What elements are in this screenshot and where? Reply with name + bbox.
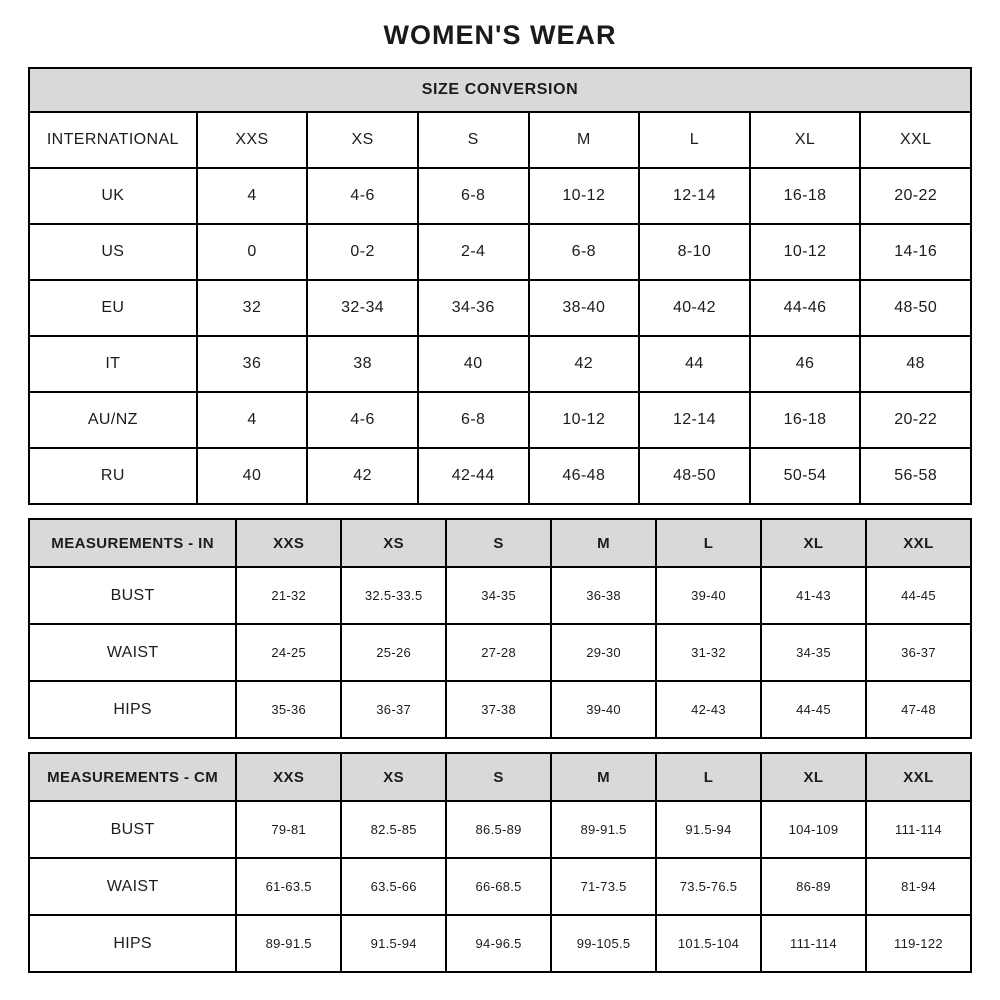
page-title: WOMEN'S WEAR bbox=[383, 20, 617, 50]
size-column-header: M bbox=[551, 753, 656, 801]
table-cell: 24-25 bbox=[236, 624, 341, 681]
table-cell: 4 bbox=[197, 392, 308, 448]
table-cell: 79-81 bbox=[236, 801, 341, 858]
table-cell: 0 bbox=[197, 224, 308, 280]
table-cell: 39-40 bbox=[656, 567, 761, 624]
table-cell: 37-38 bbox=[446, 681, 551, 738]
table-cell: 44 bbox=[639, 336, 750, 392]
table-cell: 91.5-94 bbox=[341, 915, 446, 972]
table-cell: 48-50 bbox=[860, 280, 971, 336]
row-label: EU bbox=[29, 280, 197, 336]
size-column-header: S bbox=[446, 753, 551, 801]
size-column-header: M bbox=[529, 112, 640, 168]
table-cell: 71-73.5 bbox=[551, 858, 656, 915]
table-cell: 38-40 bbox=[529, 280, 640, 336]
table-cell: 101.5-104 bbox=[656, 915, 761, 972]
table-cell: 21-32 bbox=[236, 567, 341, 624]
table-cell: 36-37 bbox=[866, 624, 971, 681]
table-cell: 2-4 bbox=[418, 224, 529, 280]
size-column-header: XL bbox=[750, 112, 861, 168]
size-column-header: XL bbox=[761, 753, 866, 801]
table-cell: 10-12 bbox=[529, 392, 640, 448]
table-cell: 40-42 bbox=[639, 280, 750, 336]
table-cell: 111-114 bbox=[866, 801, 971, 858]
table-row bbox=[29, 448, 971, 504]
table-cell: 29-30 bbox=[551, 624, 656, 681]
table-cell: 4-6 bbox=[307, 392, 418, 448]
table-cell: 81-94 bbox=[866, 858, 971, 915]
table-cell: 36-38 bbox=[551, 567, 656, 624]
table-cell: 12-14 bbox=[639, 392, 750, 448]
table-cell: 6-8 bbox=[529, 224, 640, 280]
table-cell: 10-12 bbox=[529, 168, 640, 224]
size-column-header: XXS bbox=[236, 753, 341, 801]
table-cell: 66-68.5 bbox=[446, 858, 551, 915]
table-cell: 56-58 bbox=[860, 448, 971, 504]
table-cell: 6-8 bbox=[418, 168, 529, 224]
table-cell: 34-35 bbox=[446, 567, 551, 624]
size-column-header: XS bbox=[341, 753, 446, 801]
table-cell: 48-50 bbox=[639, 448, 750, 504]
table-row bbox=[29, 567, 971, 624]
size-column-header: XXL bbox=[860, 112, 971, 168]
table-cell: 36-37 bbox=[341, 681, 446, 738]
table-cell: 39-40 bbox=[551, 681, 656, 738]
table-cell: 20-22 bbox=[860, 392, 971, 448]
table-row bbox=[29, 801, 971, 858]
table-cell: 27-28 bbox=[446, 624, 551, 681]
table-label-header: MEASUREMENTS - CM bbox=[29, 753, 236, 801]
table-cell: 44-45 bbox=[761, 681, 866, 738]
table-header-row bbox=[29, 519, 971, 567]
size-column-header: M bbox=[551, 519, 656, 567]
table-cell: 41-43 bbox=[761, 567, 866, 624]
size-column-header: L bbox=[639, 112, 750, 168]
table-row bbox=[29, 280, 971, 336]
table-row bbox=[29, 915, 971, 972]
table-cell: 20-22 bbox=[860, 168, 971, 224]
table-cell: 104-109 bbox=[761, 801, 866, 858]
table-cell: 42-43 bbox=[656, 681, 761, 738]
row-label: AU/NZ bbox=[29, 392, 197, 448]
row-label: BUST bbox=[29, 801, 236, 858]
table-cell: 8-10 bbox=[639, 224, 750, 280]
table-cell: 16-18 bbox=[750, 392, 861, 448]
table-row bbox=[29, 858, 971, 915]
table-header-row bbox=[29, 112, 971, 168]
size-column-header: XXL bbox=[866, 753, 971, 801]
table-cell: 32 bbox=[197, 280, 308, 336]
measurements-in-table bbox=[28, 518, 972, 739]
size-column-header: S bbox=[418, 112, 529, 168]
table-cell: 32-34 bbox=[307, 280, 418, 336]
row-label: RU bbox=[29, 448, 197, 504]
table-cell: 14-16 bbox=[860, 224, 971, 280]
table-cell: 50-54 bbox=[750, 448, 861, 504]
table-cell: 91.5-94 bbox=[656, 801, 761, 858]
table-header-row bbox=[29, 753, 971, 801]
table-row bbox=[29, 392, 971, 448]
table-cell: 31-32 bbox=[656, 624, 761, 681]
row-label: WAIST bbox=[29, 858, 236, 915]
table-cell: 99-105.5 bbox=[551, 915, 656, 972]
table-cell: 16-18 bbox=[750, 168, 861, 224]
measurements-cm-table bbox=[28, 752, 972, 973]
table-cell: 34-35 bbox=[761, 624, 866, 681]
table-cell: 0-2 bbox=[307, 224, 418, 280]
table-cell: 6-8 bbox=[418, 392, 529, 448]
size-column-header: XS bbox=[341, 519, 446, 567]
table-cell: 111-114 bbox=[761, 915, 866, 972]
size-column-header: L bbox=[656, 753, 761, 801]
size-column-header: L bbox=[656, 519, 761, 567]
size-column-header: S bbox=[446, 519, 551, 567]
table-cell: 44-45 bbox=[866, 567, 971, 624]
size-conversion-table bbox=[28, 67, 972, 505]
table-label-header: MEASUREMENTS - IN bbox=[29, 519, 236, 567]
table-cell: 86-89 bbox=[761, 858, 866, 915]
size-conversion-title: SIZE CONVERSION bbox=[29, 68, 971, 112]
table-cell: 10-12 bbox=[750, 224, 861, 280]
row-label: HIPS bbox=[29, 681, 236, 738]
size-column-header: XL bbox=[761, 519, 866, 567]
table-caption-row bbox=[29, 68, 971, 112]
size-column-header: XS bbox=[307, 112, 418, 168]
table-cell: 44-46 bbox=[750, 280, 861, 336]
row-label: UK bbox=[29, 168, 197, 224]
table-cell: 119-122 bbox=[866, 915, 971, 972]
table-cell: 89-91.5 bbox=[236, 915, 341, 972]
row-label: HIPS bbox=[29, 915, 236, 972]
table-cell: 47-48 bbox=[866, 681, 971, 738]
table-cell: 82.5-85 bbox=[341, 801, 446, 858]
table-row bbox=[29, 336, 971, 392]
table-cell: 12-14 bbox=[639, 168, 750, 224]
table-cell: 32.5-33.5 bbox=[341, 567, 446, 624]
row-label: BUST bbox=[29, 567, 236, 624]
table-cell: 40 bbox=[418, 336, 529, 392]
table-cell: 86.5-89 bbox=[446, 801, 551, 858]
table-cell: 42-44 bbox=[418, 448, 529, 504]
row-label: WAIST bbox=[29, 624, 236, 681]
size-column-header: XXL bbox=[866, 519, 971, 567]
table-row bbox=[29, 681, 971, 738]
table-row bbox=[29, 624, 971, 681]
table-cell: 61-63.5 bbox=[236, 858, 341, 915]
table-cell: 89-91.5 bbox=[551, 801, 656, 858]
table-cell: 63.5-66 bbox=[341, 858, 446, 915]
table-cell: 4-6 bbox=[307, 168, 418, 224]
table-label-header: INTERNATIONAL bbox=[29, 112, 197, 168]
table-cell: 25-26 bbox=[341, 624, 446, 681]
table-cell: 94-96.5 bbox=[446, 915, 551, 972]
row-label: IT bbox=[29, 336, 197, 392]
table-cell: 42 bbox=[529, 336, 640, 392]
table-cell: 40 bbox=[197, 448, 308, 504]
row-label: US bbox=[29, 224, 197, 280]
table-cell: 34-36 bbox=[418, 280, 529, 336]
table-cell: 4 bbox=[197, 168, 308, 224]
table-cell: 42 bbox=[307, 448, 418, 504]
table-row bbox=[29, 168, 971, 224]
table-row bbox=[29, 224, 971, 280]
table-cell: 38 bbox=[307, 336, 418, 392]
size-column-header: XXS bbox=[236, 519, 341, 567]
table-cell: 48 bbox=[860, 336, 971, 392]
table-cell: 35-36 bbox=[236, 681, 341, 738]
table-cell: 46 bbox=[750, 336, 861, 392]
table-cell: 46-48 bbox=[529, 448, 640, 504]
size-column-header: XXS bbox=[197, 112, 308, 168]
table-cell: 36 bbox=[197, 336, 308, 392]
table-cell: 73.5-76.5 bbox=[656, 858, 761, 915]
